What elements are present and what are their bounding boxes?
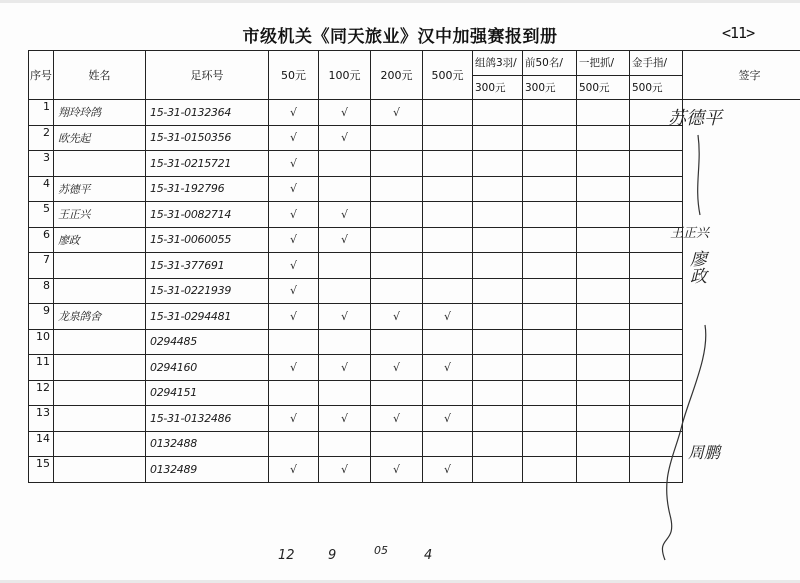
row-name (54, 457, 146, 483)
row-cell-group3 (473, 355, 523, 381)
row-cell-group3 (473, 151, 523, 177)
row-number: 13 (29, 406, 54, 432)
row-check-100 (319, 176, 371, 202)
row-check-50: √ (269, 227, 319, 253)
row-check-500 (423, 278, 473, 304)
header-row (29, 51, 800, 100)
col-header-50: 50元 (269, 51, 319, 100)
row-check-500 (423, 100, 473, 126)
total-500: 4 (424, 548, 433, 563)
row-check-500 (423, 151, 473, 177)
col-header-sweep-label: 一把抓/ (577, 51, 629, 76)
row-cell-sweep (577, 380, 630, 406)
row-check-100: √ (319, 202, 371, 228)
row-name: 王正兴 (54, 202, 146, 228)
row-cell-group3 (473, 406, 523, 432)
signature-stroke (650, 95, 730, 565)
row-check-50: √ (269, 355, 319, 381)
row-ring-number: 15-31-0060055 (146, 227, 269, 253)
row-name (54, 380, 146, 406)
col-header-index: 序号 (29, 51, 54, 100)
row-check-500 (423, 202, 473, 228)
row-cell-sweep (577, 125, 630, 151)
row-name (54, 329, 146, 355)
row-check-50: √ (269, 278, 319, 304)
row-cell-top50 (523, 457, 577, 483)
row-check-100 (319, 253, 371, 279)
row-cell-sweep (577, 355, 630, 381)
row-name (54, 406, 146, 432)
row-ring-number: 0294151 (146, 380, 269, 406)
row-check-200 (371, 329, 423, 355)
row-check-100 (319, 431, 371, 457)
row-cell-top50 (523, 304, 577, 330)
row-check-500 (423, 227, 473, 253)
row-cell-sweep (577, 457, 630, 483)
row-check-50: √ (269, 100, 319, 126)
row-cell-top50 (523, 380, 577, 406)
row-number: 4 (29, 176, 54, 202)
row-check-200: √ (371, 355, 423, 381)
row-name (54, 355, 146, 381)
col-header-100: 100元 (319, 51, 371, 100)
row-cell-sweep (577, 227, 630, 253)
row-name (54, 151, 146, 177)
row-cell-sweep (577, 406, 630, 432)
row-name (54, 278, 146, 304)
row-check-500 (423, 329, 473, 355)
row-check-100: √ (319, 457, 371, 483)
row-number: 6 (29, 227, 54, 253)
row-check-100: √ (319, 125, 371, 151)
row-ring-number: 15-31-0082714 (146, 202, 269, 228)
row-check-100 (319, 380, 371, 406)
total-200: 05 (374, 544, 388, 557)
col-header-top50-fee: 300元 (525, 81, 556, 94)
row-cell-group3 (473, 431, 523, 457)
col-header-group3 (473, 51, 523, 100)
row-check-50 (269, 380, 319, 406)
row-cell-group3 (473, 304, 523, 330)
row-number: 9 (29, 304, 54, 330)
col-header-ring: 足环号 (146, 51, 269, 100)
row-cell-sweep (577, 253, 630, 279)
col-header-golden-fee: 500元 (632, 81, 663, 94)
row-check-50: √ (269, 253, 319, 279)
row-check-200 (371, 380, 423, 406)
row-cell-top50 (523, 100, 577, 126)
row-number: 11 (29, 355, 54, 381)
row-cell-sweep (577, 202, 630, 228)
row-name (54, 253, 146, 279)
row-check-50: √ (269, 406, 319, 432)
row-check-100 (319, 278, 371, 304)
signature-1: 苏德平 (668, 108, 722, 129)
row-cell-group3 (473, 125, 523, 151)
signature-4: 周鹏 (688, 443, 721, 462)
row-cell-sweep (577, 100, 630, 126)
col-header-sweep (577, 51, 630, 100)
row-check-200: √ (371, 406, 423, 432)
col-header-golden-label: 金手指/ (630, 51, 682, 76)
row-cell-group3 (473, 227, 523, 253)
row-ring-number: 15-31-0132486 (146, 406, 269, 432)
col-header-500: 500元 (423, 51, 473, 100)
row-cell-top50 (523, 227, 577, 253)
row-cell-top50 (523, 406, 577, 432)
row-cell-sweep (577, 278, 630, 304)
total-50: 12 (278, 548, 295, 563)
row-cell-top50 (523, 125, 577, 151)
row-ring-number: 15-31-377691 (146, 253, 269, 279)
row-ring-number: 0294160 (146, 355, 269, 381)
row-check-50 (269, 431, 319, 457)
row-cell-group3 (473, 329, 523, 355)
total-100: 9 (328, 548, 337, 563)
row-name: 龙泉鸽舍 (54, 304, 146, 330)
row-check-500: √ (423, 457, 473, 483)
row-ring-number: 0132489 (146, 457, 269, 483)
row-ring-number: 15-31-0215721 (146, 151, 269, 177)
row-check-500 (423, 253, 473, 279)
row-cell-sweep (577, 151, 630, 177)
row-check-50 (269, 329, 319, 355)
scan-edge-top (0, 0, 800, 3)
row-cell-group3 (473, 176, 523, 202)
row-cell-sweep (577, 431, 630, 457)
row-check-500 (423, 380, 473, 406)
row-cell-group3 (473, 202, 523, 228)
row-check-200: √ (371, 100, 423, 126)
row-cell-top50 (523, 176, 577, 202)
row-check-200 (371, 278, 423, 304)
row-check-100: √ (319, 355, 371, 381)
row-name: 翔玲玲鸽 (54, 100, 146, 126)
row-check-100: √ (319, 227, 371, 253)
row-check-100: √ (319, 304, 371, 330)
col-header-name: 姓名 (54, 51, 146, 100)
row-number: 7 (29, 253, 54, 279)
row-cell-top50 (523, 278, 577, 304)
row-cell-group3 (473, 278, 523, 304)
row-cell-top50 (523, 431, 577, 457)
signature-3: 廖政 (686, 250, 706, 284)
row-ring-number: 15-31-0150356 (146, 125, 269, 151)
row-ring-number: 15-31-0132364 (146, 100, 269, 126)
row-check-50: √ (269, 304, 319, 330)
row-cell-sweep (577, 329, 630, 355)
row-check-50: √ (269, 151, 319, 177)
row-ring-number: 0294485 (146, 329, 269, 355)
row-check-50: √ (269, 125, 319, 151)
row-number: 15 (29, 457, 54, 483)
row-number: 2 (29, 125, 54, 151)
row-cell-top50 (523, 329, 577, 355)
signature-2: 王正兴 (670, 226, 710, 241)
row-check-100 (319, 329, 371, 355)
row-number: 10 (29, 329, 54, 355)
row-check-500 (423, 176, 473, 202)
col-header-top50 (523, 51, 577, 100)
row-number: 3 (29, 151, 54, 177)
row-check-200: √ (371, 304, 423, 330)
row-number: 8 (29, 278, 54, 304)
row-check-50: √ (269, 202, 319, 228)
row-check-200 (371, 151, 423, 177)
row-check-200 (371, 202, 423, 228)
row-cell-top50 (523, 355, 577, 381)
row-check-200 (371, 227, 423, 253)
row-check-500: √ (423, 406, 473, 432)
row-number: 1 (29, 100, 54, 126)
row-cell-group3 (473, 253, 523, 279)
row-check-50: √ (269, 457, 319, 483)
page-title: 市级机关《同天旅业》汉中加强赛报到册 (242, 27, 558, 47)
row-ring-number: 15-31-0221939 (146, 278, 269, 304)
row-check-200 (371, 125, 423, 151)
row-cell-group3 (473, 100, 523, 126)
row-check-100: √ (319, 406, 371, 432)
row-number: 5 (29, 202, 54, 228)
col-header-group3-label: 组鸽3羽/ (473, 51, 522, 76)
row-cell-group3 (473, 380, 523, 406)
row-ring-number: 15-31-192796 (146, 176, 269, 202)
row-check-500 (423, 125, 473, 151)
row-check-100 (319, 151, 371, 177)
row-cell-top50 (523, 202, 577, 228)
row-name (54, 431, 146, 457)
row-number: 12 (29, 380, 54, 406)
row-check-500: √ (423, 304, 473, 330)
row-check-50: √ (269, 176, 319, 202)
row-cell-top50 (523, 253, 577, 279)
col-header-group3-fee: 300元 (475, 81, 506, 94)
row-check-200 (371, 176, 423, 202)
col-header-200: 200元 (371, 51, 423, 100)
row-check-100: √ (319, 100, 371, 126)
page-number: <11> (722, 24, 755, 42)
col-header-golden (630, 51, 683, 100)
row-check-200: √ (371, 457, 423, 483)
row-check-500 (423, 431, 473, 457)
row-cell-group3 (473, 457, 523, 483)
col-header-signature: 签字 (683, 51, 800, 100)
row-check-200 (371, 431, 423, 457)
row-name: 廖政 (54, 227, 146, 253)
row-cell-sweep (577, 176, 630, 202)
row-ring-number: 0132488 (146, 431, 269, 457)
row-check-500: √ (423, 355, 473, 381)
row-cell-sweep (577, 304, 630, 330)
col-header-top50-label: 前50名/ (523, 51, 576, 76)
row-ring-number: 15-31-0294481 (146, 304, 269, 330)
row-cell-top50 (523, 151, 577, 177)
row-name: 苏德平 (54, 176, 146, 202)
row-check-200 (371, 253, 423, 279)
row-name: 欧先起 (54, 125, 146, 151)
row-number: 14 (29, 431, 54, 457)
col-header-sweep-fee: 500元 (579, 81, 610, 94)
